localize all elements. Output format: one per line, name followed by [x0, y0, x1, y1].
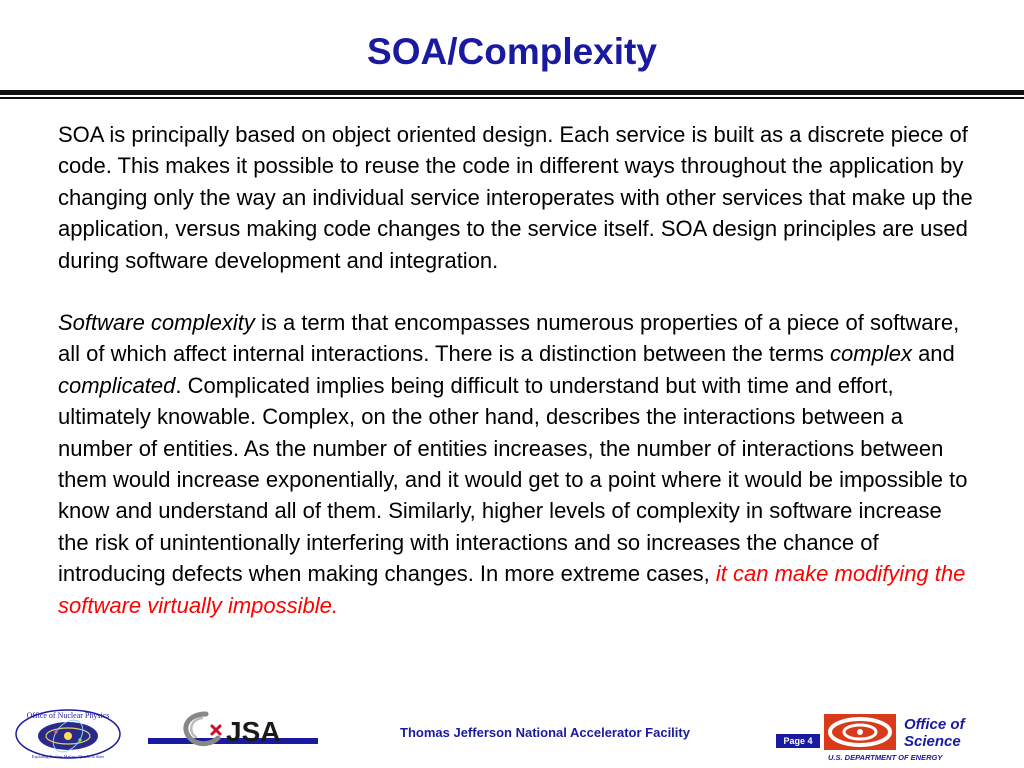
nuclear-physics-logo-motto: Exploring Nuclear Matter - Quarks to Stars [31, 754, 105, 759]
slide-footer [0, 700, 1024, 768]
paragraph-complexity [58, 307, 978, 621]
paragraph-complexity-text-a: is a term that encompasses numerous properties of a piece of software, all of which affect internal interactions. There is a distinction between the terms [58, 310, 960, 367]
page-number: Page 4 [776, 734, 820, 748]
title-divider-thick [0, 90, 1024, 95]
paragraph-complexity-and: and [911, 341, 955, 367]
term-complicated: complicated [58, 372, 176, 398]
office-of-science-logo [822, 712, 1022, 762]
nuclear-physics-logo-title: Office of Nuclear Physics [26, 711, 110, 720]
title-divider-thin [0, 97, 1024, 99]
facility-name: Thomas Jefferson National Accelerator Facility [400, 725, 690, 740]
term-software-complexity: Software complexity [58, 310, 255, 336]
jsa-logo [176, 708, 294, 750]
term-complex: complex [830, 341, 912, 367]
jsa-logo-text: JSA [226, 716, 281, 747]
office-of-science-line1: Office of [904, 716, 965, 733]
slide-body [58, 119, 978, 652]
office-of-science-line3: U.S. DEPARTMENT OF ENERGY [828, 753, 943, 762]
paragraph-soa: SOA is principally based on object oriented design. Each service is built as a discrete piece of code. This makes it possible to reuse the code in different ways throughout the application by changing only the way an individual service interoperates with other services that make up the application, versus making code changes to the service itself. SOA design principles are used during software development and integration. [58, 122, 973, 273]
office-of-science-line2: Science [904, 733, 961, 750]
paragraph-complexity-text-b: . Complicated implies being difficult to understand but with time and effort, ultimately knowable. Complex, on the other hand, describes the interactions between a number of entities. As the number of entities increases, the number of interactions between them would increase exponentially, and it would get to a point where it would be impossible to know and understand all of them. Similarly, higher levels of complexity in software increase the risk of unintentionally interfering with interactions and so increases the chance of introducing defects when making changes. In more extreme cases, [58, 372, 968, 587]
nuclear-physics-logo [12, 706, 124, 762]
emphasis-red-text: it can make modifying the software virtually impossible. [58, 561, 966, 618]
slide-title: SOA/Complexity [367, 31, 657, 72]
